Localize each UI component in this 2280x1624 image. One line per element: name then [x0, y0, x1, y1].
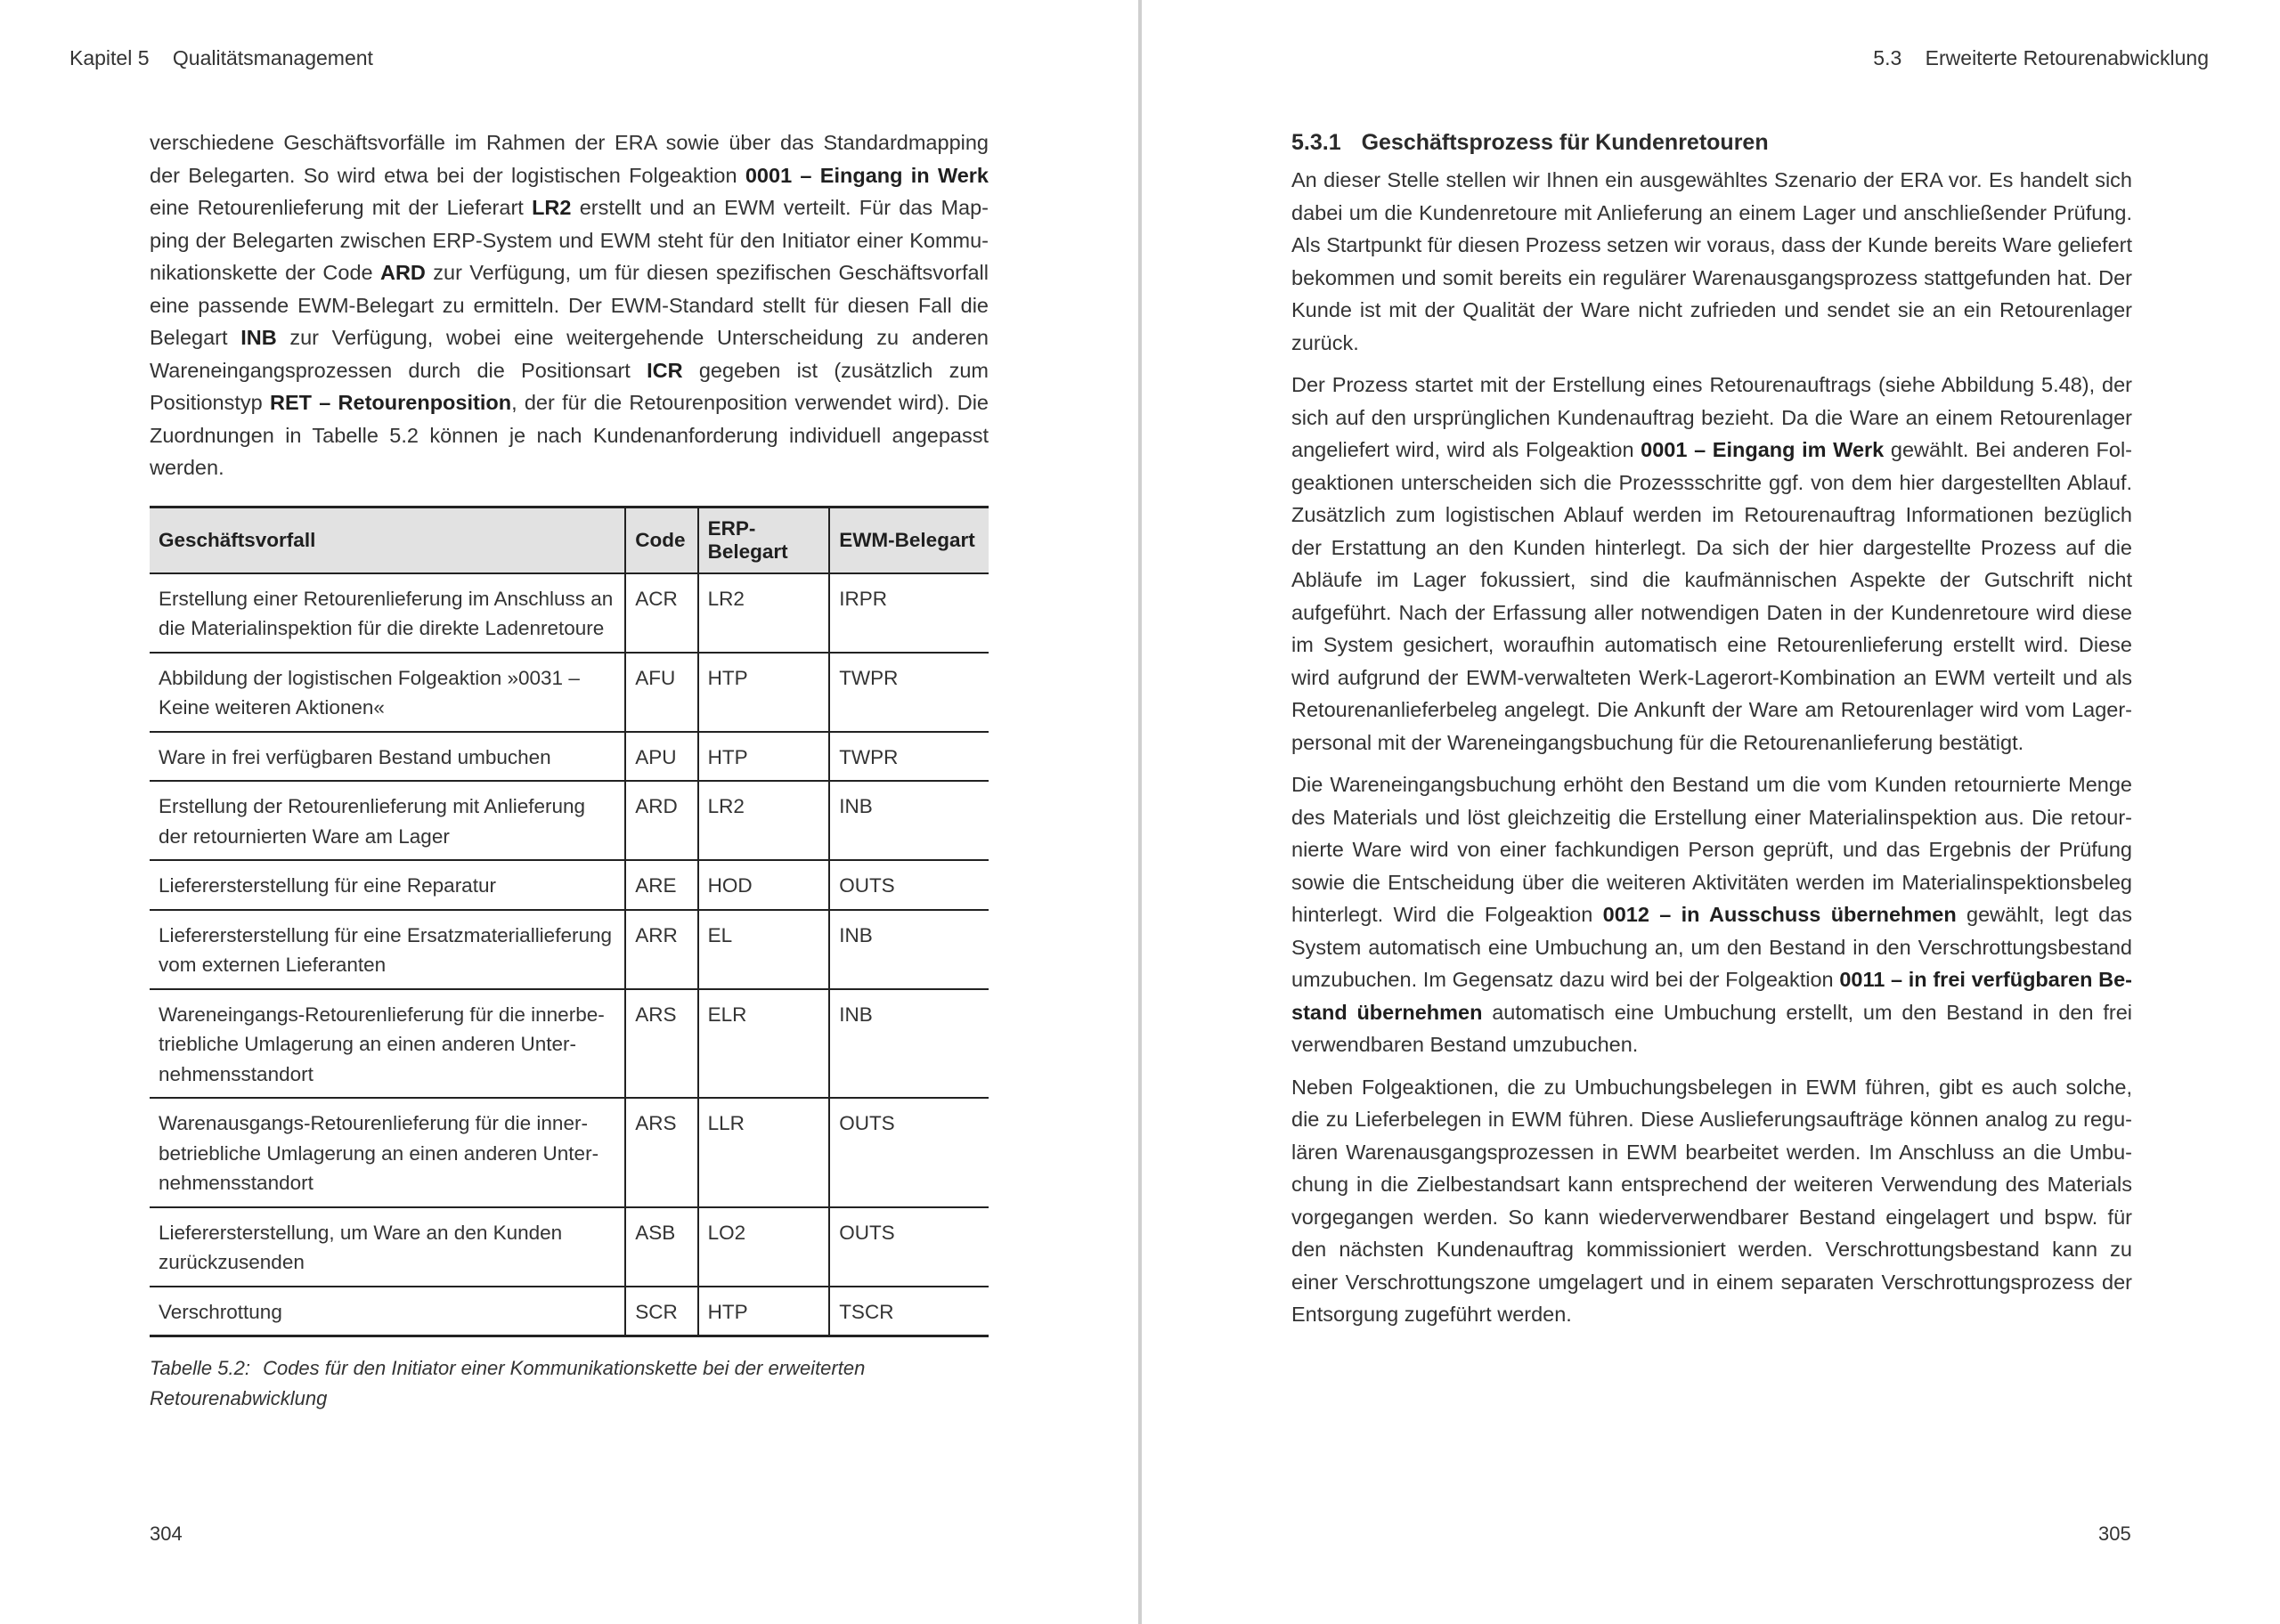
text-run: eine Retourenlieferung mit der Lieferart [150, 196, 533, 219]
chapter-label: Kapitel 5 [69, 46, 150, 69]
erp-belegart-cell: ELR [698, 989, 830, 1099]
geschaeftsvorfall-cell: Lieferersterstellung für eine Ersatzmateriallieferung vom externen Lieferanten [150, 910, 625, 989]
right-paragraphs [1291, 164, 2132, 1331]
ewm-belegart-cell: OUTS [829, 1098, 989, 1207]
body-paragraph [1291, 369, 2132, 759]
table-row [150, 732, 989, 782]
body-paragraph [1291, 164, 2132, 359]
geschaeftsvorfall-cell: Verschrottung [150, 1287, 625, 1336]
emphasized-term: ARD [379, 261, 426, 284]
emphasized-term: 0012 – in Ausschuss übernehmen [1602, 903, 1957, 926]
erp-belegart-cell: LR2 [698, 781, 830, 860]
erp-belegart-cell: HTP [698, 732, 830, 782]
erp-belegart-cell: LLR [698, 1098, 830, 1207]
ewm-belegart-cell: OUTS [829, 1207, 989, 1287]
ewm-belegart-cell: TWPR [829, 653, 989, 732]
table-header-row [150, 507, 989, 573]
erp-belegart-cell: LO2 [698, 1207, 830, 1287]
text-run: erstellt und an EWM verteilt. Für das Mapping der Belegarten zwischen ERP-System und EWM steht für den Initiator einer Kommunikationskette der Code [150, 196, 989, 284]
column-header-ewm-belegart: EWM-Belegart [829, 507, 989, 573]
section-heading [1291, 126, 2132, 158]
body-paragraph [1291, 1071, 2132, 1331]
section-heading-title: Geschäftsprozess für Kundenretouren [1361, 130, 1769, 155]
section-title-label: Erweiterte Retourenabwicklung [1925, 46, 2209, 69]
code-cell: ACR [625, 573, 697, 653]
ewm-belegart-cell: INB [829, 781, 989, 860]
text-run: , der für die Retourenposition verwendet wird). Die Zuordnungen in Tabelle 5.2 können je nach Kundenanforderung individuell angepasst werden. [150, 391, 989, 479]
geschaeftsvorfall-cell: Wareneingangs-Retourenlieferung für die innerbetriebliche Umlagerung an einen anderen Unternehmensstandort [150, 989, 625, 1099]
erp-belegart-cell: LR2 [698, 573, 830, 653]
ewm-belegart-cell: IRPR [829, 573, 989, 653]
code-cell: ARD [625, 781, 697, 860]
column-header-code: Code [625, 507, 697, 573]
code-cell: SCR [625, 1287, 697, 1336]
table-row [150, 860, 989, 910]
geschaeftsvorfall-cell: Lieferersterstellung, um Ware an den Kunden zurückzusenden [150, 1207, 625, 1287]
ewm-belegart-cell: TSCR [829, 1287, 989, 1336]
emphasized-term: INB [240, 326, 277, 349]
table-row [150, 1098, 989, 1207]
ewm-belegart-cell: INB [829, 910, 989, 989]
emphasized-term: LR2 [532, 196, 572, 219]
geschaeftsvorfall-cell: Lieferersterstellung für eine Reparatur [150, 860, 625, 910]
caption-label: Tabelle 5.2: [150, 1357, 250, 1379]
table-row [150, 1207, 989, 1287]
left-text-column [150, 126, 989, 1414]
code-cell: ARS [625, 1098, 697, 1207]
geschaeftsvorfall-cell: Warenausgangs-Retourenlieferung für die innerbetriebliche Umlagerung an einen anderen Unternehmensstandort [150, 1098, 625, 1207]
text-run: automatisch eine Umbuchung erstellt, um den Bestand in den frei verwendbaren Bestand umzubuchen. [1291, 1000, 2132, 1056]
running-head-left [69, 46, 373, 70]
code-cell: ARE [625, 860, 697, 910]
text-run: verschiedene Geschäftsvorfälle im Rahmen der ERA sowie über das Standardmapping der Belegarten. So wird etwa bei der logistischen Folgeaktion [150, 131, 989, 187]
caption-text: Codes für den Initiator einer Kommunikationskette bei der erweiterten Retourenabwicklung [150, 1357, 866, 1409]
right-page [1142, 0, 2280, 1624]
text-run: Die Wareneingangsbuchung erhöht den Bestand um die vom Kunden retournierte Menge des Materials und löst gleichzeitig die Erstellung einer Materialinspektion aus. Die retournierte Ware wird von einer fachkundigen Person geprüft, und das Ergebnis der Prüfung sowie die Entscheidung über die weiteren Aktivitäten werden im Materialinspektionsbeleg hinterlegt. Wird die Folgeaktion [1291, 773, 2132, 926]
emphasized-term: 0001 – Eingang im Werk [1641, 438, 1885, 461]
table-row [150, 573, 989, 653]
code-cell: ASB [625, 1207, 697, 1287]
geschaeftsvorfall-cell: Ware in frei verfügbaren Bestand umbuchen [150, 732, 625, 782]
table-body [150, 573, 989, 1336]
table-row [150, 653, 989, 732]
text-run: gegeben ist (zusätzlich zum Positionstyp [150, 358, 989, 414]
erp-belegart-cell: HTP [698, 653, 830, 732]
table-row [150, 910, 989, 989]
code-cell: AFU [625, 653, 697, 732]
table-row [150, 781, 989, 860]
codes-table [150, 506, 989, 1338]
column-header-geschaeftsvorfall: Geschäftsvorfall [150, 507, 625, 573]
code-cell: ARS [625, 989, 697, 1099]
body-paragraph [150, 126, 989, 484]
text-run: Der Prozess startet mit der Erstellung eines Retourenauftrags (siehe Abbildung 5.48), der sich auf den ursprünglichen Kundenauftrag bezieht. Da die Ware an einem Retourenlager angeliefert wird, wird als Folgeaktion [1291, 373, 2132, 461]
ewm-belegart-cell: INB [829, 989, 989, 1099]
section-heading-number: 5.3.1 [1291, 130, 1341, 155]
ewm-belegart-cell: TWPR [829, 732, 989, 782]
body-paragraph [1291, 768, 2132, 1061]
table-row [150, 989, 989, 1099]
erp-belegart-cell: EL [698, 910, 830, 989]
ewm-belegart-cell: OUTS [829, 860, 989, 910]
emphasized-term: 0011 – in frei verfügbaren Bestand übernehmen [1291, 968, 2132, 1024]
text-run: An dieser Stelle stellen wir Ihnen ein ausgewähltes Szenario der ERA vor. Es handelt sich dabei um die Kundenretoure mit Anlieferung an einem Lager und anschließender Prüfung. Als Startpunkt für diesen Prozess setzen wir voraus, dass der Kunde bereits Ware geliefert bekommen und somit bereits ein regulärer Warenausgangsprozess stattgefunden hat. Der Kunde ist mit der Qualität der Ware nicht zufrieden und sendet sie an ein Retourenlager zurück. [1291, 168, 2132, 354]
text-run: zur Verfügung, um für diesen spezifischen Geschäftsvorfall eine passende EWM-Belegart zu ermitteln. Der EWM-Standard stellt für diesen Fall die Belegart [150, 261, 989, 349]
running-head-right [1873, 46, 2209, 70]
geschaeftsvorfall-cell: Erstellung einer Retourenlieferung im Anschluss an die Materialinspektion für die direkte Ladenretoure [150, 573, 625, 653]
page-number-left: 304 [150, 1522, 183, 1545]
chapter-title: Qualitätsmanagement [172, 46, 373, 69]
code-cell: APU [625, 732, 697, 782]
code-cell: ARR [625, 910, 697, 989]
emphasized-term: RET – Retourenposition [269, 391, 512, 414]
geschaeftsvorfall-cell: Abbildung der logistischen Folgeaktion »0031 – Keine weiteren Aktionen« [150, 653, 625, 732]
text-run: Neben Folgeaktionen, die zu Umbuchungsbelegen in EWM führen, gibt es auch solche, die zu Lieferbelegen in EWM führen. Diese Auslieferungsaufträge können analog zu regulären Warenausgangsprozessen in EWM bearbeitet werden. Im Anschluss an die Umbuchung in die Zielbestandsart kann entsprechend der weiteren Verwendung des Materials vorgegangen werden. So kann wiederverwendbarer Bestand eingelagert und bspw. für den nächsten Kundenauftrag kommissioniert werden. Verschrottungsbestand kann zu einer Verschrottungszone umgelagert und in einem separaten Verschrottungsprozess der Entsorgung zugeführt werden. [1291, 1075, 2132, 1326]
column-header-erp-belegart: ERP-Belegart [698, 507, 830, 573]
table-row [150, 1287, 989, 1336]
left-page [0, 0, 1138, 1624]
text-run: gewählt, legt das System automatisch eine Umbuchung an, um den Bestand in den Verschrottungsbestand umzubuchen. Im Gegensatz dazu wird bei der Folgeaktion [1291, 903, 2132, 991]
section-number-label: 5.3 [1873, 46, 1902, 69]
text-run: zur Verfügung, wobei eine weitergehende Unterscheidung zu anderen Wareneingangsprozessen durch die Positionsart [150, 326, 989, 382]
table-caption [150, 1353, 989, 1414]
geschaeftsvorfall-cell: Erstellung der Retourenlieferung mit Anlieferung der retournierten Ware am Lager [150, 781, 625, 860]
erp-belegart-cell: HOD [698, 860, 830, 910]
page-number-right: 305 [2098, 1522, 2131, 1545]
text-run: gewählt. Bei anderen Folgeaktionen unterscheiden sich die Prozessschritte ggf. von dem hier dargestellten Ablauf. Zusätzlich zum logistischen Ablauf werden im Retourenauftrag Informationen bezüglich der Erstattung an den Kunden hinterlegt. Da sich der hier dargestellte Prozess auf die Abläufe im Lager fokussiert, sind die kaufmännischen Aspekte der Gutschrift nicht aufgeführt. Nach der Erfassung aller notwendigen Daten in der Kundenretoure wird diese im System gesichert, woraufhin automatisch eine Retourenlieferung erstellt wird. Diese wird aufgrund der EWM-verwalteten Werk-Lagerort-Kombination an EWM verteilt und als Retourenanlieferbeleg angelegt. Die Ankunft der Ware am Retourenlager wird vom Lagerpersonal mit der Wareneingangsbuchung für die Retourenanlieferung bestätigt. [1291, 438, 2132, 754]
right-text-column [1291, 126, 2132, 1331]
erp-belegart-cell: HTP [698, 1287, 830, 1336]
emphasized-term: 0001 – Eingang in Werk [745, 163, 989, 187]
emphasized-term: ICR [647, 358, 683, 382]
